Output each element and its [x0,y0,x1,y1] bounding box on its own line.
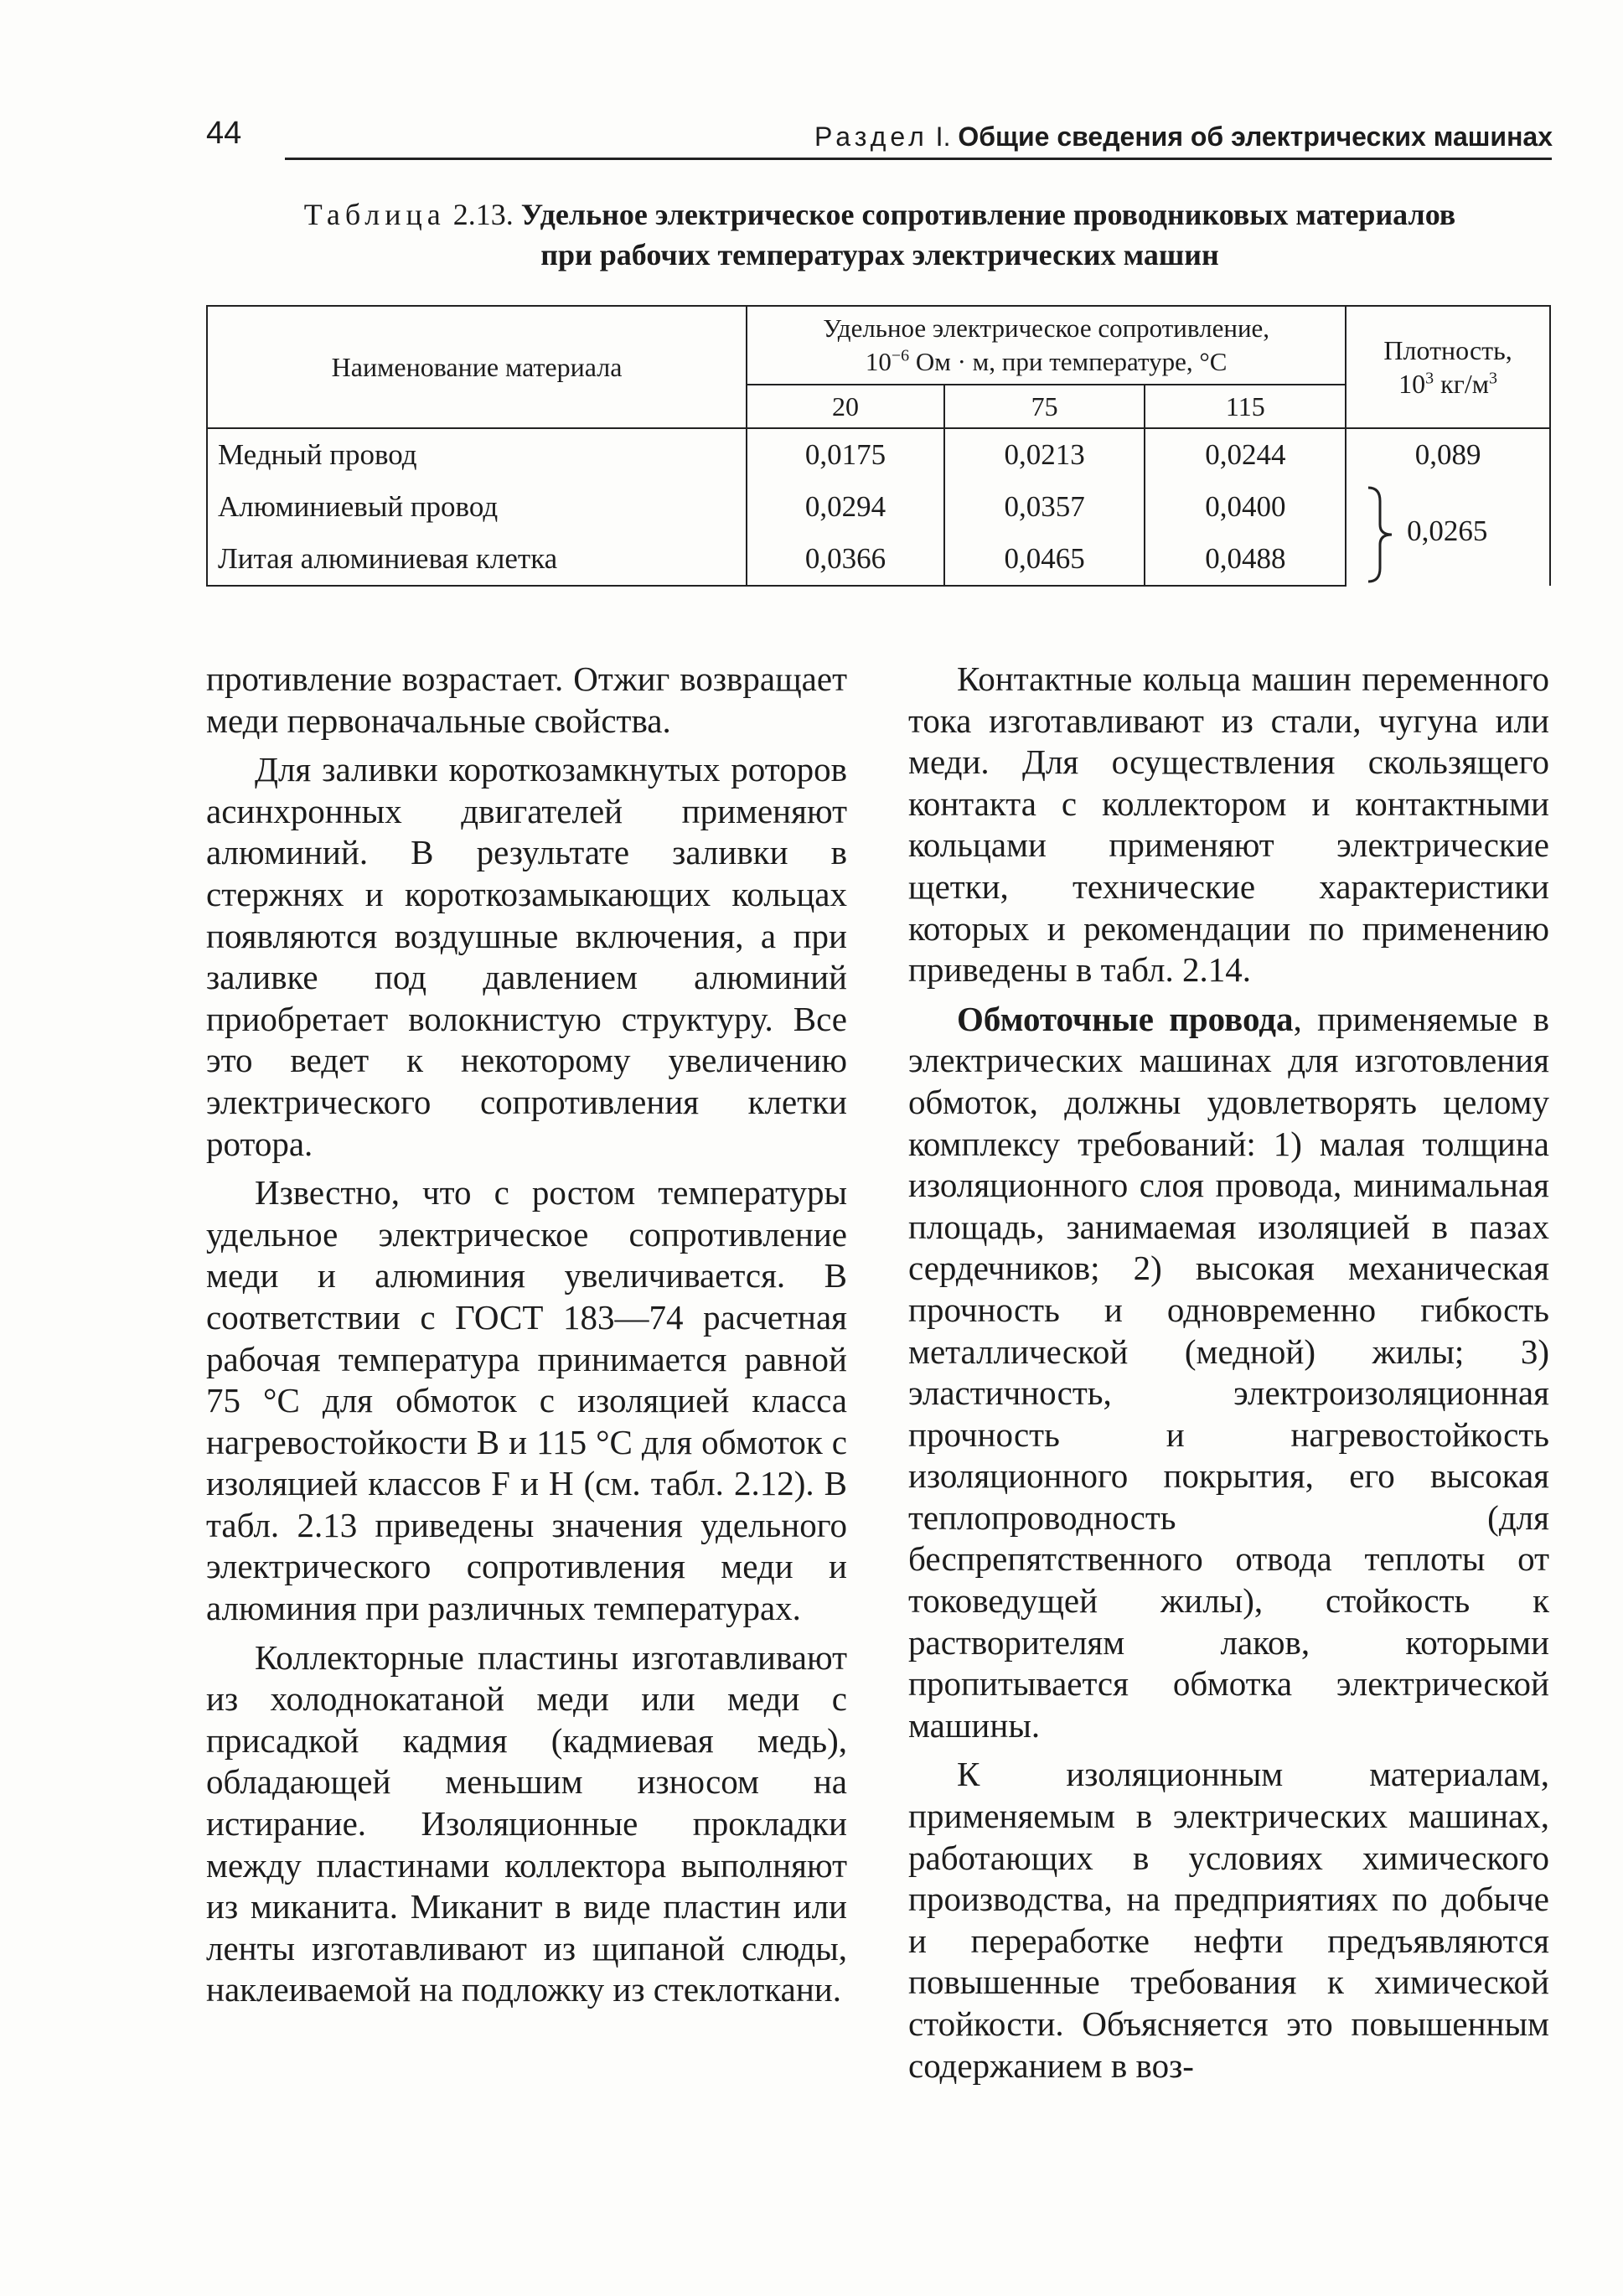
header-material: Наименование материала [207,306,747,428]
section-title: Общие сведения об электрических машинах [958,122,1553,152]
paragraph: Коллекторные пластины изготавливают из холоднокатаной меди или меди с присадкой кадмия (кадмиевая медь), обладающей меньшим износом на истирание. Изоляционные прокладки между пластинами коллектора выполняют из миканита. Миканит в виде пластин или ленты изготавливают из щипаной слюды, наклеиваемой на подложку из стеклоткани. [206,1637,847,2009]
resistivity-table [206,305,1551,587]
value-115: 0,0244 [1145,428,1346,481]
table-row [207,428,1550,481]
paragraph: Известно, что с ростом температуры удельное электрическое сопротивление меди и алюминия увеличивается. В соответствии с ГОСТ 183—74 расчетная рабочая температура принимается равной 75 °С для обмоток с изоляцией класса нагревостойкости В и 115 °С для обмоток с изоляцией классов F и Н (см. табл. 2.12). В табл. 2.13 приведены значения удельного электрического сопротивления меди и алюминия при различных температурах. [206,1173,847,1628]
header-temp-115: 115 [1145,385,1346,428]
material-name: Литая алюминиевая клетка [207,533,747,586]
right-column [908,659,1549,2087]
density-value: 0,089 [1346,428,1550,481]
paragraph: Контактные кольца машин переменного тока изготавливают из стали, чугуна или меди. Для осуществления скользящего контакта с коллектором и контактными кольцами применяют электрические щетки, технические характеристики которых и рекомендации по применению приведены в табл. 2.14. [908,659,1549,990]
material-name: Алюминиевый провод [207,481,747,533]
caption-label: Таблица [303,198,446,231]
header-temp-75: 75 [944,385,1145,428]
paragraph: Обмоточные провода, применяемые в электрических машинах для изготовления обмоток, должны удовлетворять целому комплексу требований: 1) малая толщина изоляционного слоя провода, минимальная площадь, занимаемая изоляцией в пазах сердечников; 2) высокая механическая прочность и одновременно гибкость металлической (медной) жилы; 3) эластичность, электроизоляционная прочность и нагревостойкость изоляционного покрытия, его высокая теплопроводность (для беспрепятственного отвода теплоты от токоведущей жилы), стойкость к растворителям лаков, которыми пропитывается обмотка электрической машины. [908,999,1549,1745]
running-head [814,122,1553,153]
left-column [206,659,847,2011]
header-temp-20: 20 [747,385,944,428]
shared-density-cell [1346,481,1550,586]
caption-title-line2: при рабочих температурах электрических машин [540,238,1219,271]
value-115: 0,0488 [1145,533,1346,586]
paragraph: противление возрастает. Отжиг возвращает меди первоначальные свойства. [206,659,847,740]
brace-icon [1365,484,1395,585]
section-number: I. [935,122,951,152]
value-20: 0,0366 [747,533,944,586]
table-caption [201,194,1558,275]
term-winding-wires: Обмоточные провода [957,999,1294,1038]
value-115: 0,0400 [1145,481,1346,533]
paragraph: Для заливки короткозамкнутых роторов асинхронных двигателей применяют алюминий. В результате заливки в стержнях и короткозамыкающих кольцах появляются воздушные включения, а при заливке под давлением алюминий приобретает волокнистую структуру. Все это ведет к некоторому увеличению электрического сопротивления клетки ротора. [206,750,847,1163]
value-75: 0,0357 [944,481,1145,533]
table-row [207,481,1550,533]
paragraph: К изоляционным материалам, применяемым в электрических машинах, работающих в условиях химического производства, на предприятиях по добыче и переработке нефти предъявляются повышенные требования к химической стойкости. Объясняется это повышенным содержанием в воз- [908,1755,1549,2085]
header-rule [285,158,1552,160]
value-75: 0,0213 [944,428,1145,481]
value-20: 0,0175 [747,428,944,481]
value-20: 0,0294 [747,481,944,533]
value-75: 0,0465 [944,533,1145,586]
material-name: Медный провод [207,428,747,481]
caption-number: 2.13. [452,198,514,231]
header-density: Плотность, $10^3$ $кг/м^3$ [1346,306,1550,428]
header-resistivity: Удельное электрическое сопротивление, $10^{-6}$ Ом · м, при температуре, °С [747,306,1346,385]
section-label: Раздел [814,122,928,152]
page-number: 44 [206,116,242,151]
caption-title-line1: Удельное электрическое сопротивление проводниковых материалов [520,198,1456,231]
shared-density-value: 0,0265 [1407,515,1488,547]
